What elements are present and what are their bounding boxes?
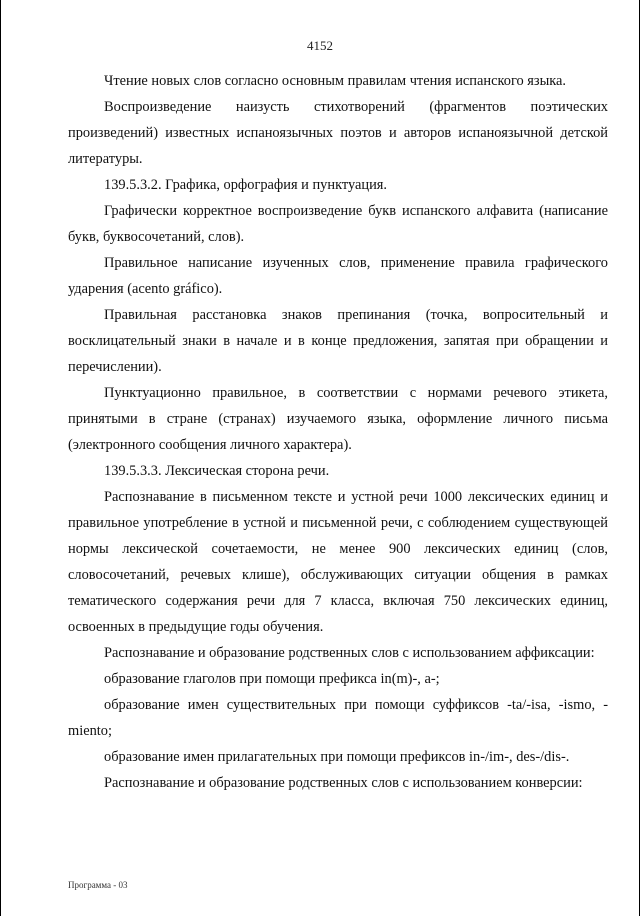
paragraph: Воспроизведение наизусть стихотворений (фрагментов поэтических произведений) известных испаноязычных поэтов и авторов испаноязычной детской литературы. <box>68 99 608 167</box>
page-number: 4152 <box>307 38 333 53</box>
section-heading: 139.5.3.3. Лексическая сторона речи. <box>104 463 330 479</box>
paragraph: Распознавание и образование родственных слов с использованием аффиксации: <box>104 645 595 661</box>
document-body <box>68 68 608 796</box>
footer-label: Программа - 03 <box>68 880 128 890</box>
paragraph: Распознавание в письменном тексте и устной речи 1000 лексических единиц и правильное употребление в устной и письменной речи, с соблюдением существующей нормы лексической сочетаемости, не менее 900 лексических единиц (слов, словосочетаний, речевых клише), обслуживающих ситуации общения в рамках тематического содержания речи для 7 класса, включая 750 лексических единиц, освоенных в предыдущие годы обучения. <box>68 489 608 635</box>
paragraph: Распознавание и образование родственных слов с использованием конверсии: <box>104 775 583 791</box>
paragraph: Правильная расстановка знаков препинания (точка, вопросительный и восклицательный знаки в начале и в конце предложения, запятая при обращении и перечислении). <box>68 307 608 375</box>
paragraph: Правильное написание изученных слов, применение правила графического ударения (acento gráfico). <box>68 255 608 297</box>
list-item: образование имен существительных при помощи суффиксов -ta/-isa, -ismo, -miento; <box>68 697 608 739</box>
paragraph: Чтение новых слов согласно основным правилам чтения испанского языка. <box>104 73 567 89</box>
paragraph: Графически корректное воспроизведение букв испанского алфавита (написание букв, буквосочетаний, слов). <box>68 203 608 245</box>
list-item: образование глаголов при помощи префикса in(m)-, a-; <box>104 671 440 687</box>
scan-edge-left <box>0 0 1 916</box>
list-item: образование имен прилагательных при помощи префиксов in-/im-, des-/dis-. <box>104 749 570 765</box>
section-heading: 139.5.3.2. Графика, орфография и пунктуация. <box>104 177 387 193</box>
paragraph: Пунктуационно правильное, в соответствии с нормами речевого этикета, принятыми в стране (странах) изучаемого языка, оформление личного письма (электронного сообщения личного характера). <box>68 385 608 453</box>
